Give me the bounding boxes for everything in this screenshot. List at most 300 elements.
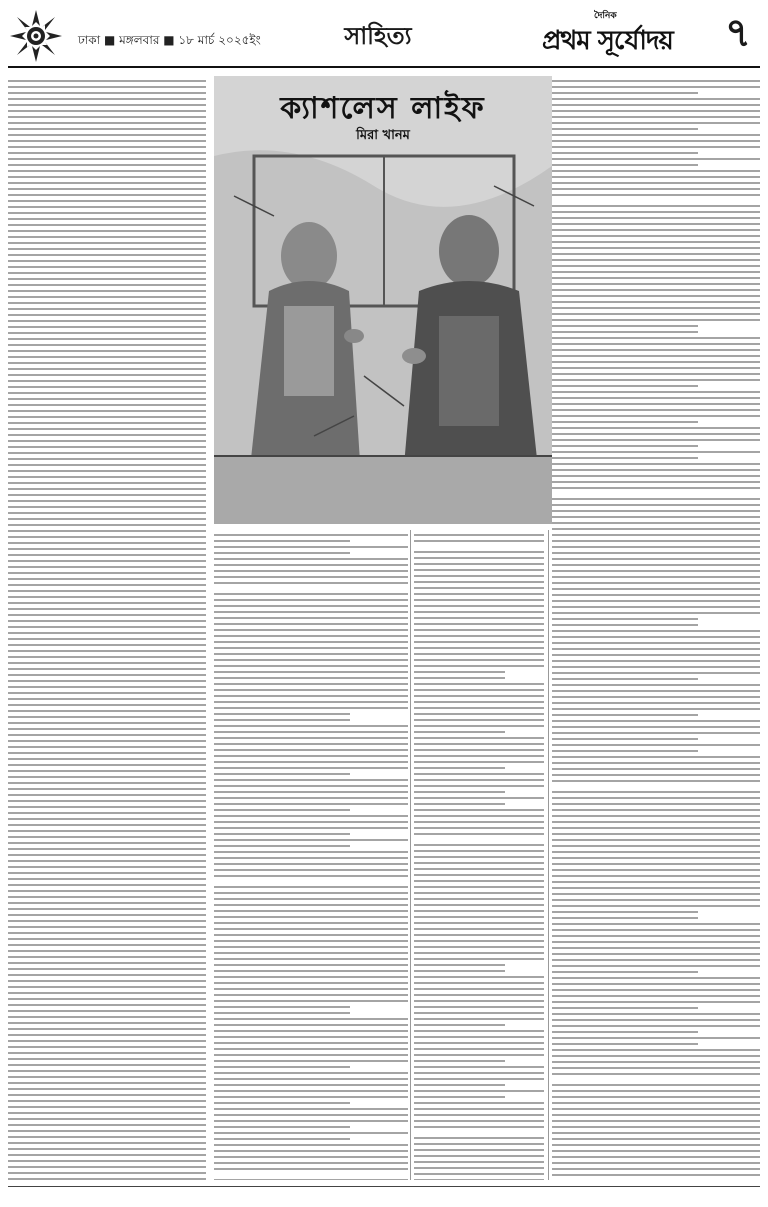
text-line [552,1108,760,1110]
text-line [8,974,206,976]
text-line [214,599,408,601]
text-line [8,980,206,982]
text-line [8,824,206,826]
text-line [552,887,760,889]
text-line [8,290,206,292]
text-line [414,1126,544,1128]
text-line [552,528,760,530]
text-line [8,962,206,964]
text-line [552,1073,760,1075]
text-line [552,845,760,847]
text-line [8,596,206,598]
text-line [552,337,760,339]
text-line [552,642,760,644]
text-line [214,653,408,655]
text-line [214,1168,408,1170]
text-line [552,732,760,734]
text-line [414,653,544,655]
text-line [414,1078,544,1080]
text-line [8,122,206,124]
text-line [552,265,760,267]
text-line [214,1018,408,1020]
text-line [552,457,698,459]
text-line [8,758,206,760]
text-line [414,946,544,948]
text-line [8,776,206,778]
text-line [214,576,408,578]
text-line [214,1179,408,1180]
text-line [414,970,505,972]
text-line [214,1102,350,1104]
text-line [552,1019,760,1021]
text-line [8,920,206,922]
text-line [552,1162,760,1164]
text-line [414,569,544,571]
text-line [414,940,544,942]
text-line [414,922,544,924]
text-line [8,1106,206,1108]
column-text-lines [414,530,544,1180]
text-line [8,518,206,520]
text-line [214,743,408,745]
text-line [414,755,544,757]
text-line [8,632,206,634]
text-line [8,446,206,448]
text-line [8,944,206,946]
text-line [552,989,760,991]
text-column-2 [214,530,408,1180]
text-line [552,821,760,823]
text-line [552,349,760,351]
text-line [552,92,698,94]
text-line [214,1162,408,1164]
text-line [414,1042,544,1044]
text-line [414,952,544,954]
text-line [214,1156,408,1158]
brand-prefix: দৈনিক [594,11,617,21]
ornament-logo-icon [8,8,64,64]
text-line [8,278,206,280]
text-line [552,313,760,315]
text-line [8,914,206,916]
text-line [414,928,544,930]
text-line [214,623,408,625]
text-line [414,659,544,661]
text-line [414,1161,544,1163]
text-line [214,1120,408,1122]
text-line [552,600,760,602]
text-line [552,941,760,943]
text-line [8,194,206,196]
text-line [214,570,408,572]
text-line [552,463,760,465]
text-line [414,1024,505,1026]
text-line [214,605,408,607]
text-line [8,362,206,364]
text-line [214,1072,408,1074]
text-line [414,701,544,703]
text-line [552,98,760,100]
text-line [8,392,206,394]
text-line [414,737,544,739]
text-line [552,283,760,285]
text-line [552,797,760,799]
text-line [414,779,544,781]
text-line [552,774,760,776]
text-line [8,1052,206,1054]
text-line [552,164,698,166]
text-line [214,785,408,787]
text-line [8,674,206,676]
text-line [414,809,544,811]
text-line [214,534,408,536]
text-line [214,1042,408,1044]
header-rule [8,66,760,68]
text-line [552,929,760,931]
text-line [552,259,760,261]
text-line [414,611,544,613]
text-line [552,1025,760,1027]
text-line [8,890,206,892]
text-line [8,212,206,214]
text-line [8,542,206,544]
text-line [214,988,408,990]
text-line [8,1100,206,1102]
text-line [8,566,206,568]
text-line [214,1108,408,1110]
text-line [414,1090,544,1092]
text-line [552,875,760,877]
text-line [214,803,408,805]
text-line [414,731,505,733]
text-line [8,368,206,370]
text-line [8,932,206,934]
text-line [8,536,206,538]
text-line [214,857,408,859]
text-line [552,696,760,698]
text-line [414,1072,544,1074]
text-line [8,1076,206,1078]
text-line [214,946,408,948]
text-line [552,995,760,997]
text-line [552,1096,760,1098]
text-line [8,710,206,712]
text-line [552,1168,760,1170]
text-line [414,1114,544,1116]
text-line [214,1030,408,1032]
text-line [8,956,206,958]
text-line [8,464,206,466]
text-line [414,677,505,679]
text-line [414,593,544,595]
text-line [214,863,408,865]
text-line [214,635,408,637]
text-line [414,1167,544,1169]
text-line [214,886,408,888]
text-line [552,343,760,345]
text-line [8,152,206,154]
text-line [214,833,350,835]
column-divider [548,530,549,1180]
text-line [552,624,698,626]
text-line [214,725,408,727]
text-line [8,626,206,628]
text-line [552,1120,760,1122]
text-line [8,1046,206,1048]
text-line [552,702,760,704]
text-line [414,641,544,643]
text-line [214,737,408,739]
text-line [8,800,206,802]
text-line [214,1126,350,1128]
text-line [552,1132,760,1134]
text-line [8,260,206,262]
text-line [8,1166,206,1168]
text-line [552,140,760,142]
text-line [8,704,206,706]
text-line [552,331,698,333]
text-line [8,728,206,730]
text-line [8,200,206,202]
text-line [552,146,760,148]
text-line [8,1118,206,1120]
text-line [8,644,206,646]
text-line [8,230,206,232]
text-line [552,373,760,375]
text-line [414,910,544,912]
text-line [8,104,206,106]
text-line [8,830,206,832]
text-line [8,986,206,988]
text-line [8,926,206,928]
text-line [214,898,408,900]
text-line [8,488,206,490]
text-line [214,1054,408,1056]
text-line [414,844,544,846]
text-line [552,241,760,243]
text-line [552,809,760,811]
text-line [8,164,206,166]
text-line [552,947,760,949]
text-line [214,1036,408,1038]
text-line [552,307,760,309]
text-line [8,476,206,478]
text-line [214,641,408,643]
masthead [0,0,768,70]
text-line [552,1084,760,1086]
text-line [8,1010,206,1012]
text-line [414,1137,544,1139]
text-line [414,1054,544,1056]
text-line [8,506,206,508]
text-line [414,785,544,787]
text-line [214,952,408,954]
dateline: ঢাকা ■ মঙ্গলবার ■ ১৮ মার্চ ২০২৫ইং [78,33,261,47]
text-line [8,134,206,136]
text-line [552,839,760,841]
text-line [214,875,408,877]
text-line [214,1138,350,1140]
text-line [8,356,206,358]
text-line [552,128,698,130]
text-line [8,584,206,586]
text-line [552,194,760,196]
text-line [8,1058,206,1060]
text-line [8,1016,206,1018]
text-line [214,659,408,661]
text-line [8,1082,206,1084]
text-line [552,152,698,154]
text-line [8,158,206,160]
text-line [552,415,760,417]
text-line [552,803,760,805]
text-line [414,635,544,637]
story-illustration [214,76,552,524]
text-line [8,638,206,640]
text-line [214,761,408,763]
text-line [8,968,206,970]
text-line [552,630,760,632]
text-line [8,650,206,652]
text-line [552,355,760,357]
text-line [8,176,206,178]
text-line [414,850,544,852]
text-line [8,740,206,742]
text-line [214,677,408,679]
text-line [8,620,206,622]
text-line [552,217,760,219]
text-line [552,738,698,740]
text-line [552,672,760,674]
text-line [8,452,206,454]
text-line [8,494,206,496]
text-line [214,851,408,853]
text-line [552,110,760,112]
text-line [552,953,760,955]
footer-rule [8,1186,760,1187]
text-line [8,734,206,736]
text-line [8,272,206,274]
text-line [552,917,698,919]
text-line [552,534,760,536]
text-line [552,122,760,124]
text-line [8,716,206,718]
text-line [414,1155,544,1157]
text-line [552,498,760,500]
text-line [8,350,206,352]
section-title: সাহিত্য [344,21,412,50]
text-line [214,970,408,972]
text-line [214,892,408,894]
text-line [214,839,408,841]
text-line [8,404,206,406]
text-line [552,588,760,590]
text-line [8,1142,206,1144]
text-line [552,104,760,106]
text-line [8,1034,206,1036]
text-line [214,1096,408,1098]
text-line [8,116,206,118]
text-line [214,976,408,978]
text-line [414,1000,544,1002]
text-line [8,422,206,424]
text-line [414,1102,544,1104]
text-line [552,827,760,829]
text-line [414,540,544,542]
text-line [8,80,206,82]
text-line [414,988,544,990]
text-line [552,379,760,381]
text-line [414,892,544,894]
text-line [414,587,544,589]
text-line [8,560,206,562]
text-line [552,211,760,213]
text-line [414,994,544,996]
text-line [414,647,544,649]
text-line [8,1172,206,1174]
text-line [8,434,206,436]
text-line [552,1174,760,1176]
text-line [8,1064,206,1066]
text-line [414,575,544,577]
text-line [552,558,760,560]
text-line [214,552,350,554]
text-line [214,1000,408,1002]
text-line [8,548,206,550]
text-line [552,582,760,584]
text-line [8,236,206,238]
text-line [8,1136,206,1138]
text-line [414,815,544,817]
text-line [8,242,206,244]
text-line [552,1007,698,1009]
text-line [414,713,544,715]
text-line [8,572,206,574]
text-line [214,617,408,619]
text-line [8,218,206,220]
text-line [552,780,760,782]
text-line [8,614,206,616]
text-line [8,806,206,808]
text-line [414,1179,544,1180]
text-line [8,1094,206,1096]
text-line [552,708,760,710]
text-line [8,590,206,592]
text-line [214,647,408,649]
text-line [552,409,760,411]
text-line [214,1006,350,1008]
story-author: মিরা খানম [356,128,410,143]
text-line [214,1066,350,1068]
text-line [552,869,760,871]
text-line [8,836,206,838]
text-column-3 [414,530,544,1180]
text-line [8,482,206,484]
text-line [8,1040,206,1042]
text-line [552,750,698,752]
text-line [552,80,760,82]
text-line [414,862,544,864]
text-line [552,397,760,399]
text-line [214,1090,408,1092]
text-line [552,289,760,291]
text-line [8,692,206,694]
text-line [552,690,760,692]
text-line [214,749,408,751]
text-line [552,660,760,662]
text-line [552,469,760,471]
text-line [414,797,544,799]
